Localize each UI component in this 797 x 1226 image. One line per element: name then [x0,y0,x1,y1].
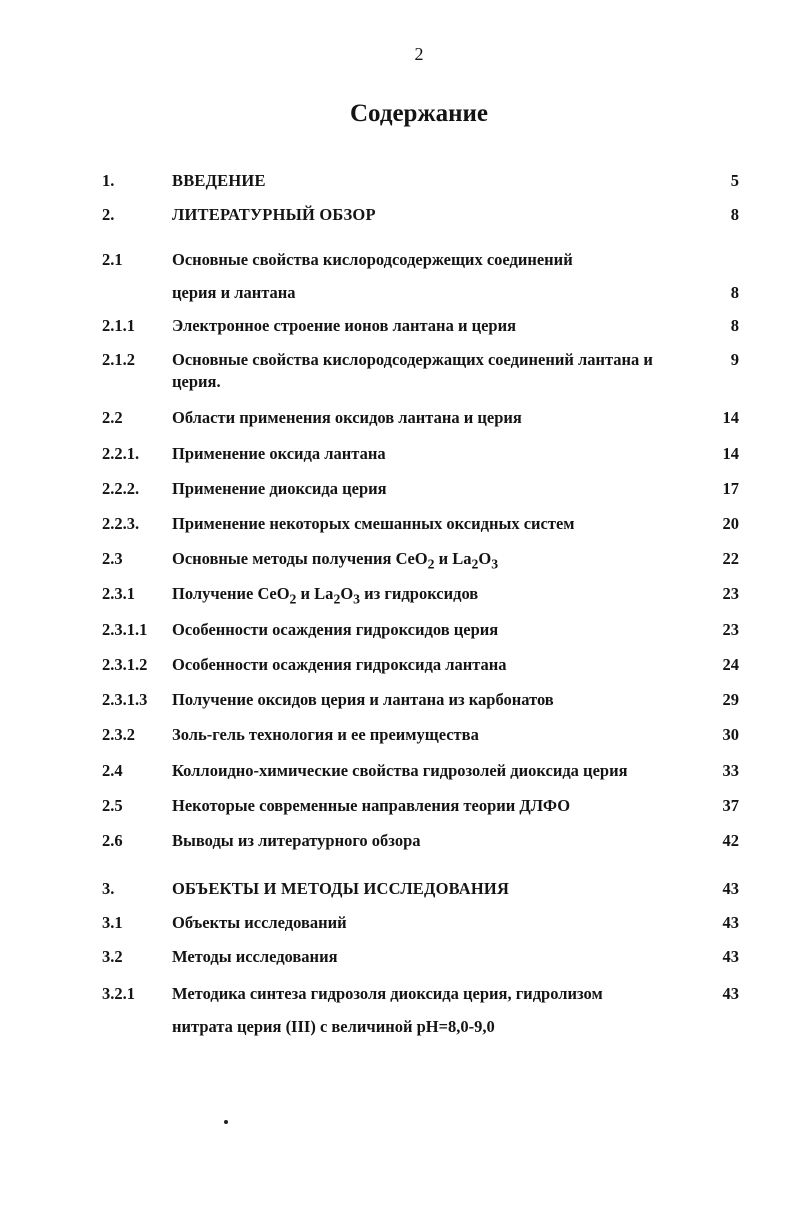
toc-page: 37 [722,796,739,815]
subscript: 2 [471,556,479,572]
toc-number: 1. [102,171,115,190]
toc-title: Получение оксидов церия и лантана из карбонатов [172,690,554,709]
toc-number: 2.2.1. [102,444,140,463]
subscript: 3 [491,556,499,572]
toc-number: 2.3.1.1 [102,620,148,639]
toc-title: Золь-гель технология и ее преимущества [172,725,479,744]
toc-number: 2.4 [102,761,123,780]
toc-title: Методы исследования [172,947,338,966]
toc-title: Коллоидно-химические свойства гидрозолей диоксида церия [172,761,628,780]
subscript: 2 [289,591,297,607]
subscript: 2 [427,556,435,572]
toc-title: Объекты исследований [172,913,347,932]
toc-title-part: и La [296,584,334,603]
toc-title: ОБЪЕКТЫ И МЕТОДЫ ИССЛЕДОВАНИЯ [172,879,510,898]
toc-page: 22 [722,549,739,568]
page-title: Содержание [349,100,488,127]
toc-page: 17 [722,479,739,498]
toc-number: 3.2.1 [102,984,135,1003]
toc-page: 14 [722,408,739,427]
toc-number: 2.2 [102,408,123,427]
toc-number: 2.3.2 [102,725,135,744]
toc-page: 33 [722,761,739,780]
toc-title-line: Методика синтеза гидрозоля диоксида церия, гидролизом [172,984,603,1003]
toc-number: 2.1 [102,250,123,269]
toc-number: 3.2 [102,947,123,966]
toc-title-part: и La [434,549,472,568]
toc-number: 2.3 [102,549,123,568]
scan-speck [224,1120,228,1124]
toc-title: ЛИТЕРАТУРНЫЙ ОБЗОР [172,205,376,224]
toc-title: Области применения оксидов лантана и церия [172,408,522,427]
toc-title: Электронное строение ионов лантана и церия [172,316,517,335]
toc-title: Некоторые современные направления теории ДЛФО [172,796,571,815]
toc-page: 20 [722,514,739,533]
toc-title-line: церия и лантана [172,283,296,302]
toc-number: 3. [102,879,115,898]
page-number: 2 [414,44,424,64]
toc-title: ВВЕДЕНИЕ [172,171,266,190]
toc-page: 24 [722,655,739,674]
toc-page: 29 [722,690,739,709]
toc-title: Основные свойства кислородсодержащих соединений лантана и церия. [172,350,653,391]
toc-title-part: Получение CeO [172,584,290,603]
toc-number: 2.5 [102,796,123,815]
toc-page: 43 [722,984,739,1003]
toc-number: 2.2.3. [102,514,140,533]
toc-page: 5 [730,171,739,190]
toc-title: Особенности осаждения гидроксидов церия [172,620,499,639]
toc-number: 2.2.2. [102,479,140,498]
toc-title-line: нитрата церия (III) с величиной pH=8,0-9,0 [172,1017,495,1036]
toc-title-part: из гидроксидов [360,584,479,603]
toc-title: Применение некоторых смешанных оксидных систем [172,514,575,533]
subscript: 2 [333,591,341,607]
toc-page: 43 [722,879,739,898]
toc-number: 2.1.1 [102,316,135,335]
toc-title [172,583,692,610]
subscript: 3 [353,591,361,607]
toc-page: 9 [730,350,739,369]
toc-page: 23 [722,620,739,639]
toc-number: 2.3.1.2 [102,655,148,674]
toc-title-part: Основные методы получения CeO [172,549,428,568]
toc-title-line: Основные свойства кислородсодержещих соединений [172,250,573,269]
toc-title: Выводы из литературного обзора [172,831,421,850]
toc-page: 23 [722,584,739,603]
toc-title: Особенности осаждения гидроксида лантана [172,655,507,674]
toc-title [172,548,692,575]
toc-number: 2.1.2 [102,350,135,369]
toc-page: 14 [722,444,739,463]
toc-page: 30 [722,725,739,744]
toc-title-part: O [478,549,492,568]
toc-page: 8 [730,205,739,224]
toc-page: 43 [722,947,739,966]
toc-number: 2.6 [102,831,123,850]
toc-number: 3.1 [102,913,123,932]
toc-number: 2.3.1.3 [102,690,148,709]
toc-page: 8 [730,283,739,302]
toc-title: Применение оксида лантана [172,444,386,463]
toc-title-part: O [340,584,354,603]
toc-page: 8 [730,316,739,335]
toc-page: 43 [722,913,739,932]
toc-page: 42 [722,831,739,850]
toc-number: 2.3.1 [102,584,135,603]
toc-number: 2. [102,205,115,224]
toc-title: Применение диоксида церия [172,479,387,498]
